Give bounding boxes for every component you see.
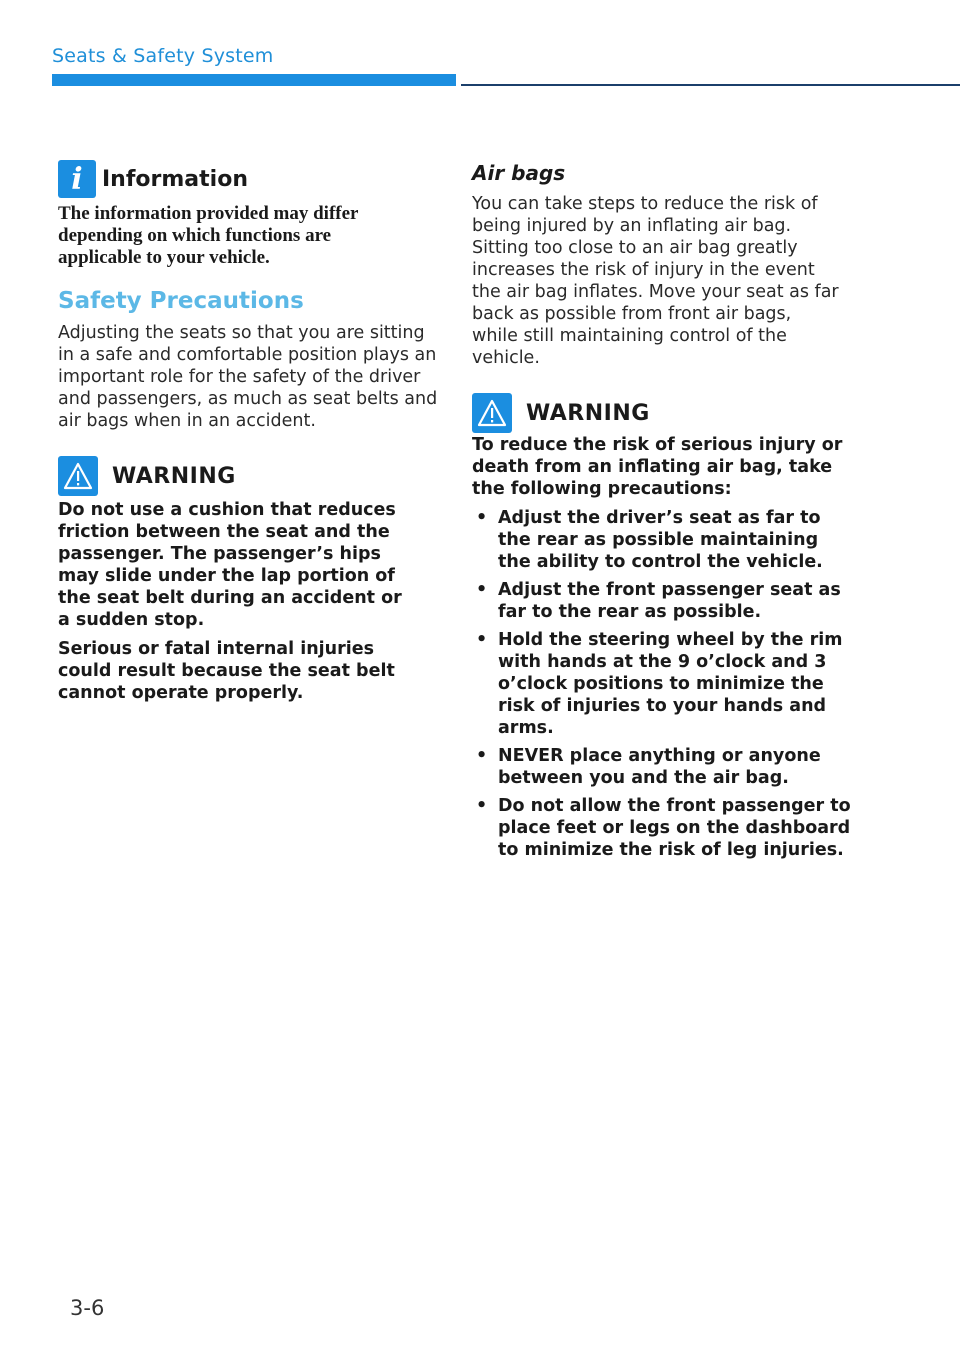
- header-accent-bar: [52, 74, 456, 86]
- warning-title: WARNING: [112, 463, 236, 489]
- info-icon: i: [58, 160, 96, 198]
- warning-body: [58, 499, 418, 711]
- page-number: 3-6: [70, 1296, 105, 1320]
- safety-heading: Safety Precautions: [58, 288, 304, 314]
- safety-paragraph: Adjusting the seats so that you are sitting in a safe and comfortable position plays an important role for the safety of the driver and passengers, as much as seat belts and air bags when in an accident.: [58, 323, 438, 431]
- warning-triangle-icon: [58, 456, 98, 496]
- section-title: Seats & Safety System: [52, 45, 274, 67]
- precautions-list: [472, 507, 854, 861]
- warning-header: [472, 393, 650, 433]
- warning-header: [58, 456, 236, 496]
- list-item: • NEVER place anything or anyone between you and the air bag.: [476, 746, 821, 788]
- information-title: Information: [102, 166, 248, 192]
- information-body: The information provided may differ depending on which functions are applicable to your vehicle.: [58, 203, 359, 268]
- warning-intro: To reduce the risk of serious injury or death from an inflating air bag, take the following precautions:: [472, 435, 843, 499]
- list-item: • Do not allow the front passenger to place feet or legs on the dashboard to minimize the risk of leg injuries.: [476, 796, 851, 860]
- warning-body: [472, 434, 854, 867]
- airbags-heading: Air bags: [472, 161, 566, 185]
- information-header: [58, 160, 248, 198]
- warning-triangle-icon: [472, 393, 512, 433]
- list-item: • Adjust the driver’s seat as far to the rear as possible maintaining the ability to control the vehicle.: [476, 508, 823, 572]
- list-item: • Adjust the front passenger seat as far to the rear as possible.: [476, 580, 841, 622]
- warning-paragraph: Do not use a cushion that reduces friction between the seat and the passenger. The passenger’s hips may slide under the lap portion of the seat belt during an accident or a sudden stop.: [58, 500, 402, 630]
- airbags-paragraph: You can take steps to reduce the risk of being injured by an inflating air bag. Sitting too close to an air bag greatly increases the risk of injury in the event the air bag inflates. Move your seat as far back as possible from front air bags, while still maintaining control of the vehicle.: [472, 194, 839, 368]
- warning-title: WARNING: [526, 400, 650, 426]
- header-rule: [461, 84, 960, 86]
- warning-paragraph: Serious or fatal internal injuries could result because the seat belt cannot operate properly.: [58, 639, 395, 703]
- list-item: • Hold the steering wheel by the rim with hands at the 9 o’clock and 3 o’clock positions to minimize the risk of injuries to your hands and arms.: [476, 630, 843, 738]
